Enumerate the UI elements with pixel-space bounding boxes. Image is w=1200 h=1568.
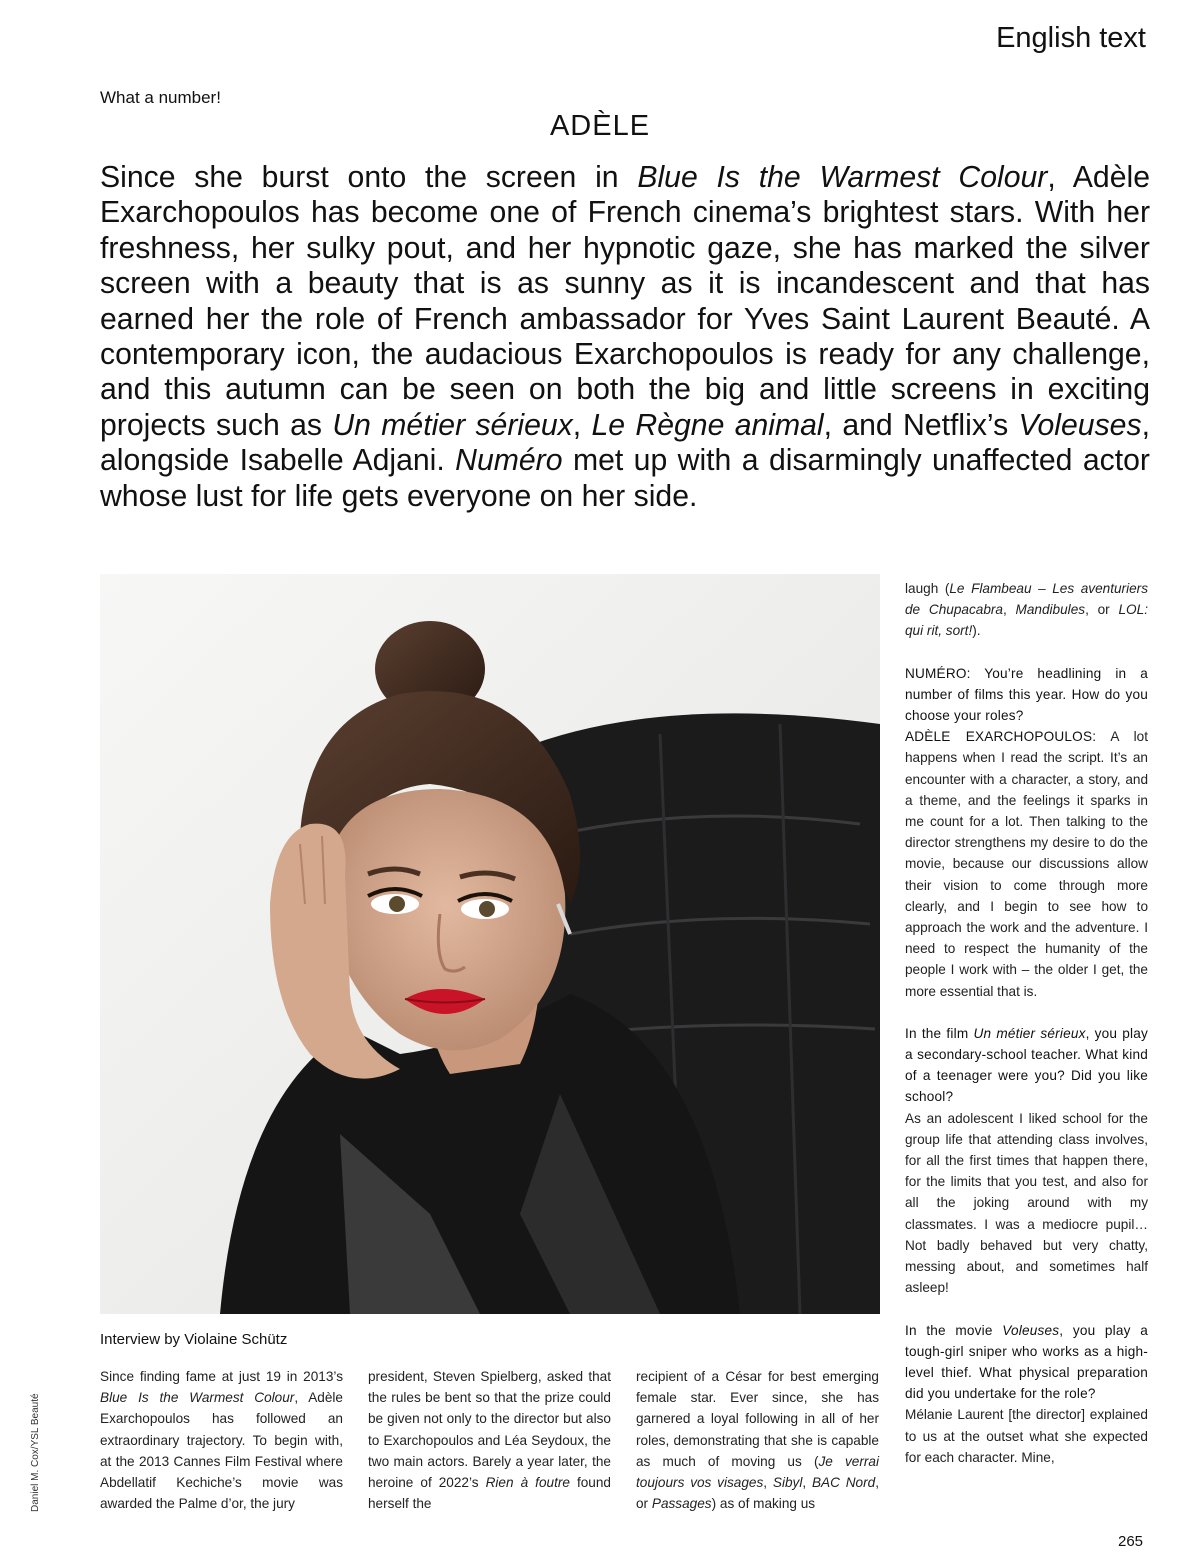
paragraph-continuation: laugh (Le Flambeau – Les aventuriers de Chupacabra, Mandibules, or LOL: qui rit, sort!). [905,581,1148,639]
question-2: In the film Un métier sérieux, you play a secondary-school teacher. What kind of a teenager were you? Did you like school? [905,1025,1149,1105]
body-column-1: Since finding fame at just 19 in 2013’s Blue Is the Warmest Colour, Adèle Exarchopoulos has followed an extraordinary trajectory. To begin with, at the 2013 Cannes Film Festival where Abdellatif Kechiche’s movie was awarded the Palme d’or, the jury [100,1369,343,1512]
kicker: What a number! [100,88,221,107]
byline: Interview by Violaine Schütz [100,1331,288,1348]
body-column-3: recipient of a César for best emerging female star. Ever since, she has garnered a loyal following in all of her roles, demonstrating that she is capable as much of moving us (Je verrai toujours vos visages, Sibyl, BAC Nord, or Passages) as of making us [636,1369,879,1512]
photo-credit: Daniel M. Cox/YSL Beauté [30,1393,41,1512]
answer-2: As an adolescent I liked school for the group life that attending class involves, for all the first times that happen there, for the limits that you test, and also for all the joking around with my classmates. I was a mediocre pupil… Not badly behaved but very chatty, messing about, and sometimes half asleep! [905,1110,1148,1296]
page-number: 265 [1118,1533,1144,1550]
section-label: English text [996,22,1146,54]
portrait-illustration [100,574,880,1314]
article-headline: ADÈLE [549,110,651,142]
intro-paragraph: Since she burst onto the screen in Blue Is the Warmest Colour, Adèle Exarchopoulos has become one of French cinema’s brightest stars. With her freshness, her sulky pout, and her hypnotic gaze, she has marked the silver screen with a beauty that is as sunny as it is incandescent and that has earned her the role of French ambassador for Yves Saint Laurent Beauté. A contemporary icon, the audacious Exarchopoulos is ready for any challenge, and this autumn can be seen on both the big and little screens in exciting projects such as Un métier sérieux, Le Règne animal, and Netflix’s Voleuses, alongside Isabelle Adjani. Numéro met up with a disarmingly unaffected actor whose lust for life gets everyone on her side. [100,161,1151,513]
body-column-4 [905,578,1148,1468]
question-3: In the movie Voleuses, you play a tough-girl sniper who works as a high-level thief. What physical preparation did you undertake for the role? [905,1322,1148,1402]
portrait-photo [100,574,880,1314]
question-1: NUMÉRO: You’re headlining in a number of films this year. How do you choose your roles? [905,665,1148,724]
answer-1: ADÈLE EXARCHOPOULOS: A lot happens when I read the script. It’s an encounter with a character, a story, and a theme, and the feelings it sparks in me count for a lot. Then talking to the director strengthens my desire to do the movie, because our discussions allow their vision to come through more clearly, and I begin to see how to approach the work and the adventure. I need to respect the humanity of the people I work with – the older I get, the more essential that is. [905,729,1148,999]
answer-3: Mélanie Laurent [the director] explained to us at the outset what she expected for each character. Mine, [905,1407,1148,1465]
body-column-2: president, Steven Spielberg, asked that the rules be bent so that the prize could be given not only to the director but also to Exarchopoulos and Léa Seydoux, the two main actors. Barely a year later, the heroine of 2022’s Rien à foutre found herself the [368,1369,611,1512]
